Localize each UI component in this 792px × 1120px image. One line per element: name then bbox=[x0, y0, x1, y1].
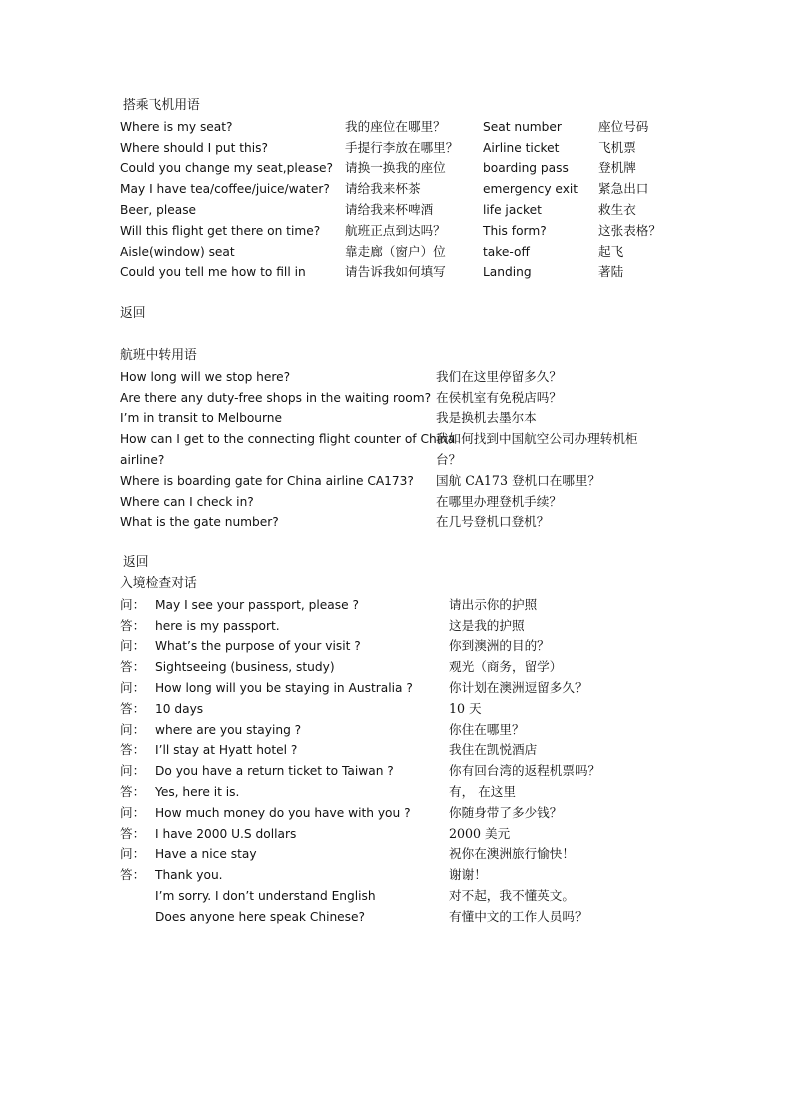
chinese-phrase: 我的座位在哪里？ bbox=[345, 118, 446, 134]
list-item bbox=[0, 117, 792, 138]
list-item bbox=[0, 512, 792, 533]
english-line: 10 days bbox=[155, 701, 204, 716]
back-link-1[interactable]: 返回 bbox=[120, 306, 146, 321]
dialogue-line bbox=[0, 844, 792, 865]
chinese-phrase: 在几号登机口登机？ bbox=[436, 514, 550, 530]
chinese-term: 飞机票 bbox=[598, 139, 636, 155]
section-title: 搭乘飞机用语 bbox=[123, 98, 200, 113]
english-phrase: Beer, please bbox=[120, 202, 197, 217]
speaker-label: 答： bbox=[120, 825, 146, 841]
chinese-phrase: 请告诉我如何填写 bbox=[345, 264, 446, 280]
section-title: 航班中转用语 bbox=[120, 348, 197, 363]
dialogue-line bbox=[0, 616, 792, 637]
english-phrase: Where is my seat? bbox=[120, 119, 233, 134]
english-term: Seat number bbox=[483, 119, 562, 134]
list-item bbox=[0, 388, 792, 409]
english-line: How much money do you have with you ? bbox=[155, 805, 411, 820]
speaker-label: 问： bbox=[120, 596, 146, 612]
chinese-line: 对不起，我不懂英文。 bbox=[449, 887, 575, 903]
speaker-label: 答： bbox=[120, 700, 146, 716]
english-phrase: Where should I put this? bbox=[120, 140, 268, 155]
chinese-line: 你住在哪里？ bbox=[449, 721, 525, 737]
dialogue-line bbox=[0, 740, 792, 761]
english-term: take-off bbox=[483, 244, 530, 259]
chinese-phrase: 在侯机室有免税店吗？ bbox=[436, 389, 562, 405]
chinese-line: 10 天 bbox=[449, 700, 482, 716]
chinese-phrase: 我如何找到中国航空公司办理转机柜 bbox=[436, 431, 638, 447]
section-title-row bbox=[0, 96, 792, 117]
back-link-2[interactable]: 返回 bbox=[123, 555, 149, 570]
english-line: Yes, here it is. bbox=[155, 784, 240, 799]
list-item bbox=[0, 471, 792, 492]
section-transit-phrases bbox=[0, 346, 792, 533]
transit-phrase-list bbox=[0, 367, 792, 533]
english-term: life jacket bbox=[483, 202, 542, 217]
dialogue-line bbox=[0, 699, 792, 720]
english-phrase: Will this flight get there on time? bbox=[120, 223, 321, 238]
english-line: I’ll stay at Hyatt hotel ? bbox=[155, 743, 298, 758]
dialogue-line bbox=[0, 595, 792, 616]
dialogue-line bbox=[0, 636, 792, 657]
chinese-line: 有懂中文的工作人员吗？ bbox=[449, 908, 588, 924]
english-phrase: How long will we stop here? bbox=[120, 369, 291, 384]
speaker-label: 问： bbox=[120, 638, 146, 654]
chinese-line: 你计划在澳洲逗留多久？ bbox=[449, 679, 588, 695]
chinese-phrase: 航班正点到达吗？ bbox=[345, 222, 446, 238]
chinese-term: 紧急出口 bbox=[598, 181, 649, 197]
dialogue-line bbox=[0, 886, 792, 907]
chinese-term: 登机牌 bbox=[598, 160, 636, 176]
chinese-term: 这张表格？ bbox=[598, 222, 661, 238]
dialogue-line bbox=[0, 782, 792, 803]
dialogue-line bbox=[0, 720, 792, 741]
list-item bbox=[0, 262, 792, 283]
english-term: Airline ticket bbox=[483, 140, 560, 155]
dialogue-line bbox=[0, 803, 792, 824]
english-phrase: May I have tea/coffee/juice/water? bbox=[120, 182, 330, 197]
english-term: boarding pass bbox=[483, 161, 569, 176]
speaker-label: 答： bbox=[120, 783, 146, 799]
list-item bbox=[0, 367, 792, 388]
english-phrase-continued: airline? bbox=[120, 452, 165, 467]
chinese-term: 救生衣 bbox=[598, 201, 636, 217]
section-title: 入境检查对话 bbox=[120, 576, 197, 591]
chinese-phrase: 请给我来杯茶 bbox=[345, 181, 421, 197]
english-line: where are you staying ? bbox=[155, 722, 302, 737]
chinese-term: 著陆 bbox=[598, 264, 624, 280]
chinese-phrase: 请换一换我的座位 bbox=[345, 160, 446, 176]
section-title-row bbox=[0, 574, 792, 595]
chinese-line: 2000 美元 bbox=[449, 825, 511, 841]
speaker-label: 答： bbox=[120, 659, 146, 675]
english-phrase: What is the gate number? bbox=[120, 515, 279, 530]
list-item bbox=[0, 200, 792, 221]
list-item bbox=[0, 408, 792, 429]
list-item bbox=[0, 242, 792, 263]
dialogue-line bbox=[0, 761, 792, 782]
dialogue-line bbox=[0, 907, 792, 928]
english-line: Sightseeing (business, study) bbox=[155, 660, 335, 675]
english-line: How long will you be staying in Australia ? bbox=[155, 680, 413, 695]
english-line: I have 2000 U.S dollars bbox=[155, 826, 297, 841]
list-item bbox=[0, 221, 792, 242]
chinese-phrase: 手提行李放在哪里？ bbox=[345, 139, 459, 155]
chinese-line: 我住在凯悦酒店 bbox=[449, 742, 538, 758]
english-term: This form? bbox=[483, 223, 547, 238]
chinese-phrase: 我们在这里停留多久？ bbox=[436, 368, 562, 384]
speaker-label: 问： bbox=[120, 763, 146, 779]
chinese-phrase: 在哪里办理登机手续？ bbox=[436, 493, 562, 509]
english-phrase: Where is boarding gate for China airline CA173? bbox=[120, 473, 414, 488]
english-phrase: I’m in transit to Melbourne bbox=[120, 411, 283, 426]
dialogue-line bbox=[0, 678, 792, 699]
english-line: May I see your passport, please ? bbox=[155, 597, 359, 612]
chinese-line: 谢谢！ bbox=[449, 867, 487, 883]
speaker-label: 问： bbox=[120, 721, 146, 737]
english-phrase: How can I get to the connecting flight counter of China bbox=[120, 432, 456, 447]
chinese-line: 观光（商务，留学） bbox=[449, 659, 563, 675]
english-term: Landing bbox=[483, 265, 532, 280]
list-item bbox=[0, 429, 792, 471]
speaker-label: 问： bbox=[120, 846, 146, 862]
english-line: I’m sorry. I don’t understand English bbox=[155, 888, 376, 903]
chinese-line: 你随身带了多少钱？ bbox=[449, 804, 563, 820]
speaker-label: 答： bbox=[120, 867, 146, 883]
english-line: Thank you. bbox=[155, 868, 223, 883]
speaker-label: 问： bbox=[120, 804, 146, 820]
english-phrase: Could you tell me how to fill in bbox=[120, 265, 306, 280]
english-line: Does anyone here speak Chinese? bbox=[155, 909, 366, 924]
chinese-line: 祝你在澳洲旅行愉快！ bbox=[449, 846, 575, 862]
chinese-phrase-continued: 台？ bbox=[436, 451, 462, 467]
speaker-label: 答： bbox=[120, 617, 146, 633]
list-item bbox=[0, 138, 792, 159]
english-line: here is my passport. bbox=[155, 618, 280, 633]
list-item bbox=[0, 492, 792, 513]
chinese-line: 你到澳洲的目的？ bbox=[449, 638, 550, 654]
dialogue-line bbox=[0, 865, 792, 886]
english-line: What’s the purpose of your visit ? bbox=[155, 639, 361, 654]
section-immigration-dialogue bbox=[0, 574, 792, 928]
english-phrase: Where can I check in? bbox=[120, 494, 254, 509]
list-item bbox=[0, 158, 792, 179]
list-item bbox=[0, 179, 792, 200]
chinese-line: 你有回台湾的返程机票吗？ bbox=[449, 763, 601, 779]
speaker-label: 问： bbox=[120, 679, 146, 695]
dialogue-line bbox=[0, 824, 792, 845]
dialogue-line bbox=[0, 657, 792, 678]
dialogue-list bbox=[0, 595, 792, 928]
chinese-term: 起飞 bbox=[598, 243, 624, 259]
chinese-phrase: 我是换机去墨尔本 bbox=[436, 410, 537, 426]
chinese-phrase: 靠走廊（窗户）位 bbox=[345, 243, 446, 259]
speaker-label: 答： bbox=[120, 742, 146, 758]
chinese-line: 有， 在这里 bbox=[449, 783, 516, 799]
english-line: Do you have a return ticket to Taiwan ? bbox=[155, 764, 394, 779]
section-title-row bbox=[0, 346, 792, 367]
english-phrase: Aisle(window) seat bbox=[120, 244, 235, 259]
chinese-line: 这是我的护照 bbox=[449, 617, 525, 633]
chinese-phrase: 国航 CA173 登机口在哪里？ bbox=[436, 472, 601, 488]
section-boarding-phrases bbox=[0, 96, 792, 283]
chinese-phrase: 请给我来杯啤酒 bbox=[345, 201, 434, 217]
english-phrase: Are there any duty-free shops in the waiting room? bbox=[120, 390, 432, 405]
english-term: emergency exit bbox=[483, 182, 579, 197]
english-phrase: Could you change my seat,please? bbox=[120, 161, 334, 176]
chinese-term: 座位号码 bbox=[598, 118, 649, 134]
chinese-line: 请出示你的护照 bbox=[449, 596, 538, 612]
boarding-phrase-list bbox=[0, 117, 792, 283]
english-line: Have a nice stay bbox=[155, 847, 257, 862]
